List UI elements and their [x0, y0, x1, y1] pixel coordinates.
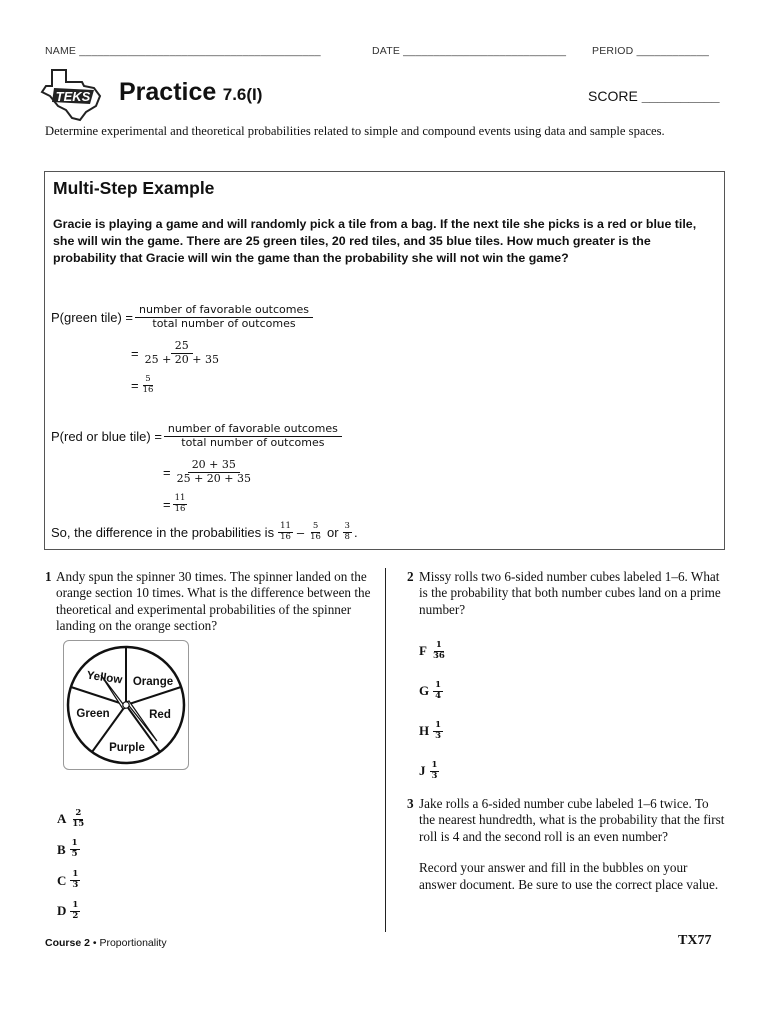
choice-fraction	[431, 641, 447, 662]
choice-a[interactable]	[57, 804, 88, 834]
choice-fraction	[70, 839, 80, 860]
green-probability-formula	[51, 304, 315, 330]
conclusion-text: So, the difference in the probabilities is	[51, 524, 275, 540]
choice-h[interactable]	[419, 711, 449, 751]
choice-d[interactable]	[57, 896, 88, 926]
green-label: P(green tile) =	[51, 309, 134, 325]
red-blue-result-denominator: 16	[174, 503, 186, 514]
diff-result-denominator: 8	[344, 531, 350, 542]
choice-denominator: 3	[431, 770, 438, 781]
footer-course	[45, 937, 167, 949]
choice-label: A	[57, 811, 67, 826]
choice-fraction	[70, 870, 80, 891]
diff-result-numerator: 3	[344, 521, 350, 531]
choice-fraction	[433, 681, 443, 702]
equals-sign: =	[163, 496, 171, 512]
diff-a-denominator: 16	[280, 531, 291, 542]
green-result-numerator: 5	[145, 374, 151, 384]
spinner-label-red: Red	[149, 709, 171, 721]
choice-denominator: 5	[71, 849, 78, 859]
choice-f[interactable]	[419, 631, 449, 671]
title-code: 7.6(I)	[222, 85, 263, 104]
equals-sign: =	[131, 345, 139, 361]
question-1-number: 1	[45, 569, 52, 584]
question-1	[45, 569, 371, 635]
example-heading: Multi-Step Example	[53, 178, 215, 198]
choice-fraction	[70, 901, 80, 922]
equals-sign: =	[163, 464, 171, 480]
question-3-number: 3	[407, 796, 414, 811]
question-2-number: 2	[407, 569, 414, 584]
choice-g[interactable]	[419, 671, 449, 711]
difference-fraction-b	[308, 522, 323, 543]
choice-numerator: 1	[72, 899, 79, 910]
choice-label: F	[419, 643, 427, 658]
spinner-label-green: Green	[76, 708, 110, 720]
score-field	[588, 88, 720, 104]
formula-denominator: total number of outcomes	[152, 316, 296, 330]
teks-logo	[38, 66, 104, 122]
choice-denominator: 15	[72, 818, 85, 829]
equals-sign: =	[131, 377, 139, 393]
choice-fraction	[430, 761, 440, 782]
choice-fraction	[70, 809, 86, 830]
spinner-label-purple: Purple	[109, 742, 145, 754]
green-result	[131, 375, 157, 396]
red-blue-substitution	[163, 459, 257, 485]
green-substitution-fraction	[141, 340, 223, 366]
choice-numerator: 1	[435, 639, 442, 650]
choice-label: H	[419, 723, 430, 738]
period-field-label: PERIOD ____________	[592, 45, 710, 57]
question-1-text: Andy spun the spinner 30 times. The spinner landed on the orange section 10 times. What is the difference between the theoretical and experimental probabilities of the spinner landing on the orange section?	[56, 569, 371, 634]
minus-sign: –	[296, 524, 305, 540]
score-blank: __________	[641, 88, 720, 104]
green-sub-numerator: 25	[171, 340, 193, 354]
instructions: Determine experimental and theoretical probabilities related to simple and compound events using data and sample spaces.	[45, 124, 665, 138]
choice-label: B	[57, 841, 66, 857]
multi-step-example-box	[44, 171, 725, 550]
choice-b[interactable]	[57, 834, 88, 865]
choice-denominator: 36	[432, 650, 445, 661]
formula-fraction	[135, 304, 313, 330]
question-3-text: Jake rolls a 6-sided number cube labeled 1–6 twice. To the nearest hundredth, what is the probability that the first roll is 4 and the second roll is an even number?	[419, 796, 725, 844]
red-blue-label: P(red or blue tile) =	[51, 428, 162, 444]
spinner-label-orange: Orange	[132, 676, 174, 688]
formula-numerator: number of favorable outcomes	[164, 423, 342, 437]
choice-denominator: 3	[435, 730, 442, 741]
period-mark: .	[353, 524, 358, 540]
column-divider	[385, 568, 386, 932]
choice-denominator: 3	[72, 880, 79, 890]
question-3	[407, 796, 727, 893]
spinner-label-yellow: Yellow	[85, 669, 123, 687]
green-substitution	[131, 340, 225, 366]
red-blue-sub-denominator: 25 + 20 + 35	[176, 471, 252, 485]
choice-numerator: 1	[72, 869, 79, 880]
choice-denominator: 2	[72, 910, 79, 921]
title-main: Practice	[119, 78, 217, 106]
date-field-label: DATE ___________________________	[372, 45, 567, 57]
green-sub-denominator: 25 + 20 + 35	[144, 352, 220, 366]
choice-numerator: 2	[75, 807, 82, 818]
choice-label: C	[57, 872, 67, 888]
red-blue-sub-numerator: 20 + 35	[188, 459, 240, 473]
question-2-text: Missy rolls two 6-sided number cubes labeled 1–6. What is the probability that both number cubes land on a prime number?	[419, 569, 721, 617]
red-blue-result-numerator: 11	[174, 493, 186, 503]
choice-numerator: 1	[431, 759, 438, 770]
choice-j[interactable]	[419, 751, 449, 791]
page-code: TX77	[678, 933, 712, 948]
red-blue-result	[163, 494, 189, 515]
choice-fraction	[433, 721, 443, 742]
spinner-figure	[63, 640, 189, 770]
choice-label: J	[419, 763, 426, 778]
choice-c[interactable]	[57, 865, 88, 896]
page-title	[119, 78, 262, 107]
course-name: Course 2	[45, 937, 90, 949]
logo-text: TEKS	[55, 89, 91, 104]
diff-b-numerator: 5	[312, 521, 319, 531]
red-blue-result-fraction	[173, 494, 188, 515]
choice-numerator: 1	[71, 838, 78, 849]
question-2-choices	[419, 631, 449, 791]
spinner-pivot-icon	[123, 702, 129, 708]
formula-numerator: number of favorable outcomes	[135, 304, 313, 318]
score-label: SCORE	[588, 88, 638, 104]
choice-label: D	[57, 903, 67, 918]
footer-bullet: •	[92, 937, 97, 949]
choice-denominator: 4	[435, 690, 442, 701]
name-field-label: NAME ________________________________________	[45, 45, 321, 57]
diff-a-numerator: 11	[280, 521, 291, 531]
question-3-note: Record your answer and fill in the bubbles on your answer document. Be sure to use the correct place value.	[419, 860, 719, 892]
example-problem: Gracie is playing a game and will randomly pick a tile from a bag. If the next tile she picks is a red or blue tile, she will win the game. There are 25 green tiles, 20 red tiles, and 35 blue tiles. How much greater is the probability that Gracie will win the game than the probability she will not win the game?	[53, 217, 697, 265]
difference-fraction-a	[278, 522, 293, 543]
or-text: or	[326, 524, 339, 540]
diff-b-denominator: 16	[310, 531, 321, 542]
choice-numerator: 1	[435, 679, 442, 690]
red-blue-substitution-fraction	[173, 459, 255, 485]
choice-label: G	[419, 683, 430, 698]
green-result-fraction	[141, 375, 156, 396]
example-conclusion	[51, 522, 358, 543]
footer-topic: Proportionality	[99, 937, 167, 949]
red-blue-probability-formula	[51, 423, 344, 449]
question-1-choices	[57, 804, 88, 926]
green-result-denominator: 16	[142, 384, 154, 395]
question-2	[407, 569, 727, 618]
difference-result-fraction	[343, 522, 352, 543]
formula-denominator: total number of outcomes	[181, 435, 325, 449]
choice-numerator: 1	[435, 719, 442, 730]
formula-fraction	[164, 423, 342, 449]
